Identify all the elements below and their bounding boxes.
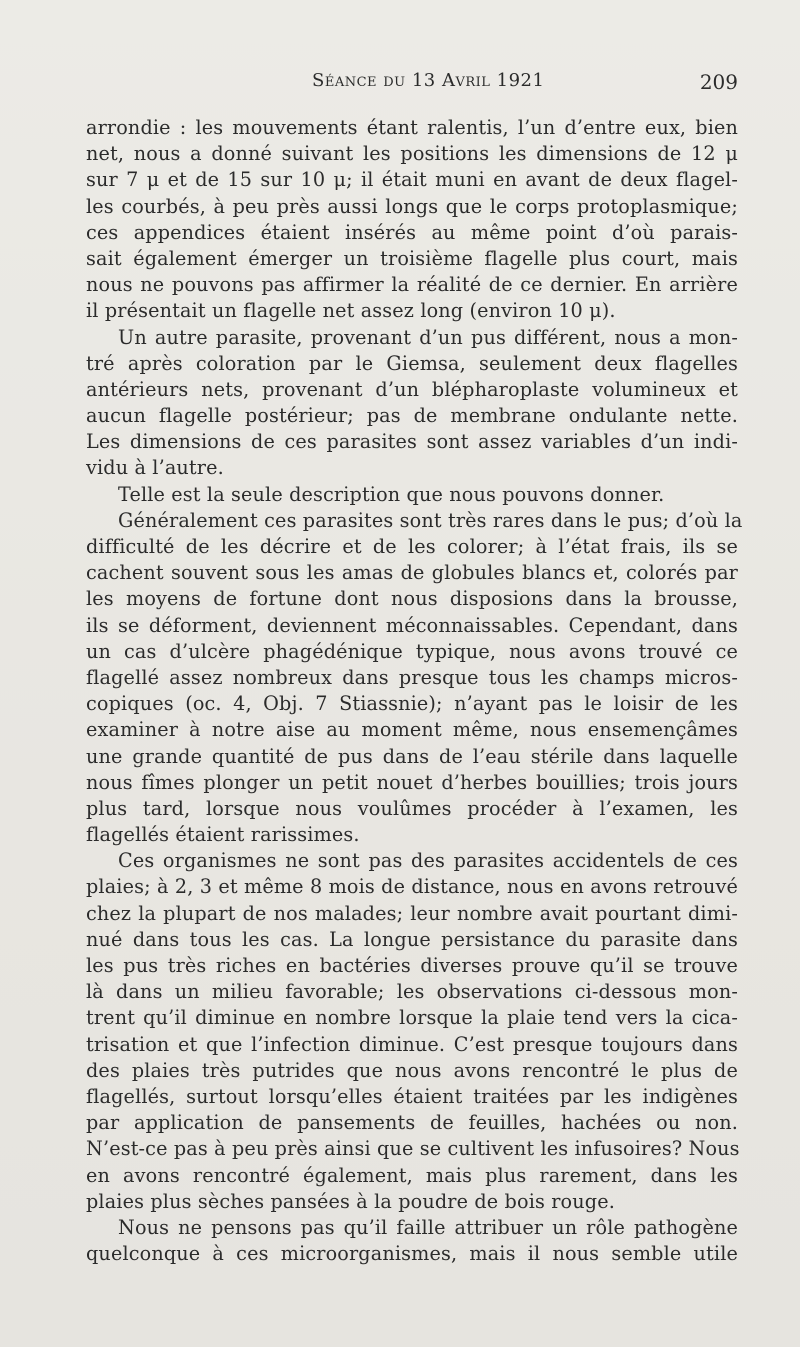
text-line: flagellés étaient rarissimes. — [86, 823, 360, 847]
text-line: des plaies très putrides que nous avons rencontré le plus de — [86, 1058, 738, 1082]
text-line: flagellé assez nombreux dans presque tous les champs micros- — [86, 665, 738, 689]
text-line: là dans un milieu favorable; les observations ci-dessous mon- — [86, 980, 738, 1004]
text-line: Telle est la seule description que nous pouvons donner. — [118, 482, 665, 506]
text-line: sur 7 μ et de 15 sur 10 μ; il était muni en avant de deux flagel- — [86, 168, 738, 192]
text-line: un cas d’ulcère phagédénique typique, nous avons trouvé ce — [86, 639, 738, 663]
text-line: tré après coloration par le Giemsa, seulement deux flagelles — [86, 351, 738, 375]
text-line: plaies; à 2, 3 et même 8 mois de distance, nous en avons retrouvé — [86, 875, 738, 899]
text-line: les courbés, à peu près aussi longs que le corps protoplasmique; — [86, 194, 738, 218]
text-line: flagellés, surtout lorsqu’elles étaient traitées par les indigènes — [86, 1084, 738, 1108]
text-line: Un autre parasite, provenant d’un pus différent, nous a mon- — [118, 325, 738, 349]
text-line: quelconque à ces microorganismes, mais il nous semble utile — [86, 1242, 738, 1266]
running-title: Séance du 13 Avril 1921 — [312, 70, 545, 91]
text-line: nué dans tous les cas. La longue persistance du parasite dans — [86, 927, 738, 951]
text-line: ils se déforment, deviennent méconnaissables. Cependant, dans — [86, 613, 738, 637]
text-line: plaies plus sèches pansées à la poudre de bois rouge. — [86, 1189, 615, 1213]
text-line: antérieurs nets, provenant d’un blépharoplaste volumineux et — [86, 377, 738, 401]
text-line: ces appendices étaient insérés au même point d’où parais- — [86, 220, 738, 244]
text-line: Les dimensions de ces parasites sont assez variables d’un indi- — [86, 430, 738, 454]
text-line: Généralement ces parasites sont très rares dans le pus; d’où la — [118, 508, 743, 532]
text-line: aucun flagelle postérieur; pas de membrane ondulante nette. — [86, 404, 738, 428]
text-line: arrondie : les mouvements étant ralentis, l’un d’entre eux, bien — [86, 116, 738, 139]
text-line: trent qu’il diminue en nombre lorsque la plaie tend vers la cica- — [86, 1006, 738, 1030]
text-line: sait également émerger un troisième flagelle plus court, mais — [86, 246, 738, 270]
text-line: les pus très riches en bactéries diverses prouve qu’il se trouve — [86, 954, 738, 977]
running-header — [112, 70, 738, 100]
text-line: par application de pansements de feuilles, hachées ou non. — [86, 1111, 738, 1135]
text-line: nous ne pouvons pas affirmer la réalité de ce dernier. En arrière — [86, 273, 738, 297]
text-line: difficulté de les décrire et de les colorer; à l’état frais, ils se — [86, 535, 738, 558]
text-line: copiques (oc. 4, Obj. 7 Stiassnie); n’ayant pas le loisir de les — [86, 692, 738, 716]
text-line: nous fîmes plonger un petit nouet d’herbes bouillies; trois jours — [86, 770, 738, 794]
text-line: cachent souvent sous les amas de globules blancs et, colorés par — [86, 561, 738, 585]
text-line: examiner à notre aise au moment même, nous ensemençâmes — [86, 718, 738, 742]
text-line: les moyens de fortune dont nous disposions dans la brousse, — [86, 587, 738, 611]
text-line: vidu à l’autre. — [86, 456, 224, 480]
body-text — [86, 115, 743, 1267]
text-line: Ces organismes ne sont pas des parasites accidentels de ces — [118, 849, 738, 873]
text-line: plus tard, lorsque nous voulûmes procéder à l’examen, les — [86, 796, 738, 820]
text-line: trisation et que l’infection diminue. C’est presque toujours dans — [86, 1032, 738, 1056]
text-line: en avons rencontré également, mais plus rarement, dans les — [86, 1163, 738, 1187]
page-number: 209 — [699, 70, 738, 94]
text-line: chez la plupart de nos malades; leur nombre avait pourtant dimi- — [86, 901, 738, 925]
text-line: Nous ne pensons pas qu’il faille attribuer un rôle pathogène — [118, 1215, 738, 1239]
text-line: il présentait un flagelle net assez long (environ 10 μ). — [86, 299, 616, 323]
text-line: une grande quantité de pus dans de l’eau stérile dans laquelle — [86, 744, 738, 768]
text-line: N’est-ce pas à peu près ainsi que se cultivent les infusoires? Nous — [86, 1137, 740, 1161]
text-line: net, nous a donné suivant les positions les dimensions de 12 μ — [86, 142, 738, 166]
